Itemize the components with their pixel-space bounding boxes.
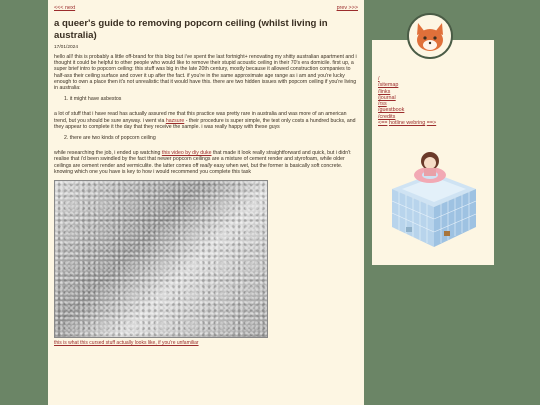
pool-illustration (386, 135, 482, 255)
popcorn-ceiling-photo (54, 180, 268, 338)
post-body (54, 54, 358, 175)
avatar (407, 13, 453, 59)
webring-link[interactable]: hotline webring (388, 120, 426, 127)
research-text-c: easy when wet, but the former is basically soft concrete. knowing which one you have is key to how i would recommend you complete this task (54, 162, 343, 175)
intro-paragraph: hello all! this is probably a little off-brand for this blog but i've spent the last fortnight+ renovating my shitty australian apartment and i thought it could be helpful to other people who would like to remove their stupid acoustic ceiling in their 70's era domicile. first up, a super brief intro to popcorn ceiling: this stuff was big in the late 20th century, mostly because it allowed construction companies to half-ass their ceiling surface and cover it up after the fact. if you're in the same approximate age range as i am and you're lucky enough to own a place then it's not unrealistic that it would have this. there are two hidden issues with popcorn ceiling if you're living in australia: (54, 54, 357, 92)
nav-link-sitemap[interactable]: /sitemap (378, 82, 399, 89)
list-item-asbestos: 1. it might have asbestos (64, 96, 122, 103)
nav-link-credits[interactable]: /credits (378, 113, 396, 120)
pager (54, 5, 358, 11)
prev-link[interactable]: prev >>> (336, 5, 358, 11)
nav-link-guestbook[interactable]: /guestbook (378, 107, 405, 114)
list-item-two-kinds: 2. there are two kinds of popcorn ceiling (64, 135, 156, 142)
nav-link-home[interactable]: / (378, 76, 380, 82)
sidebar (372, 40, 494, 265)
research-text-a: while researching the job, i ended up watching (54, 150, 161, 157)
asbestos-paragraph (54, 111, 358, 130)
really-emphasis: really (199, 162, 213, 169)
post-column (48, 0, 364, 405)
nav-link-rss[interactable]: /rss (378, 101, 387, 108)
research-paragraph (54, 150, 358, 175)
nav-link-links[interactable]: /links (378, 88, 391, 95)
webring-next-link[interactable]: ==> (426, 120, 437, 127)
webring-prev-link[interactable]: <== (378, 120, 388, 127)
webring (378, 120, 488, 126)
fox-avatar-icon (409, 15, 451, 57)
post-date: 17/01/2024 (54, 45, 79, 50)
asbestos-text-b: - their procedure is super simple, the test only costs a hundred bucks, and they appear to complete it the day that they receive the sample. i was really happy with these guys (54, 117, 356, 130)
nav-link-journal[interactable]: /journal (378, 94, 396, 101)
sidebar-nav (378, 76, 488, 126)
photo-caption-link[interactable]: this is what this cursed stuff actually looks like, if you're unfamiliar (54, 340, 199, 347)
post-title: a queer's guide to removing popcorn ceiling (whilst living in australia) (54, 18, 328, 41)
next-link[interactable]: <<< next (54, 5, 76, 11)
hazsure-link[interactable]: hazsure (165, 117, 185, 124)
research-text-b: that made it look really straightforward and quick, but i didn't realise that i'd been swindled by the fact that newer popcorn ceilings are a mixture of cement render and styrofoam, while older ceilings are cement render and vermiculite. the latter comes off (54, 150, 351, 169)
asbestos-text-a: a lot of stuff that i have read has actually assured me that this practice was pretty rare in australia and was more of an american trend, but you should be sure anyway. i went via (54, 111, 347, 124)
video-link[interactable]: this video by diy duke (161, 150, 212, 157)
